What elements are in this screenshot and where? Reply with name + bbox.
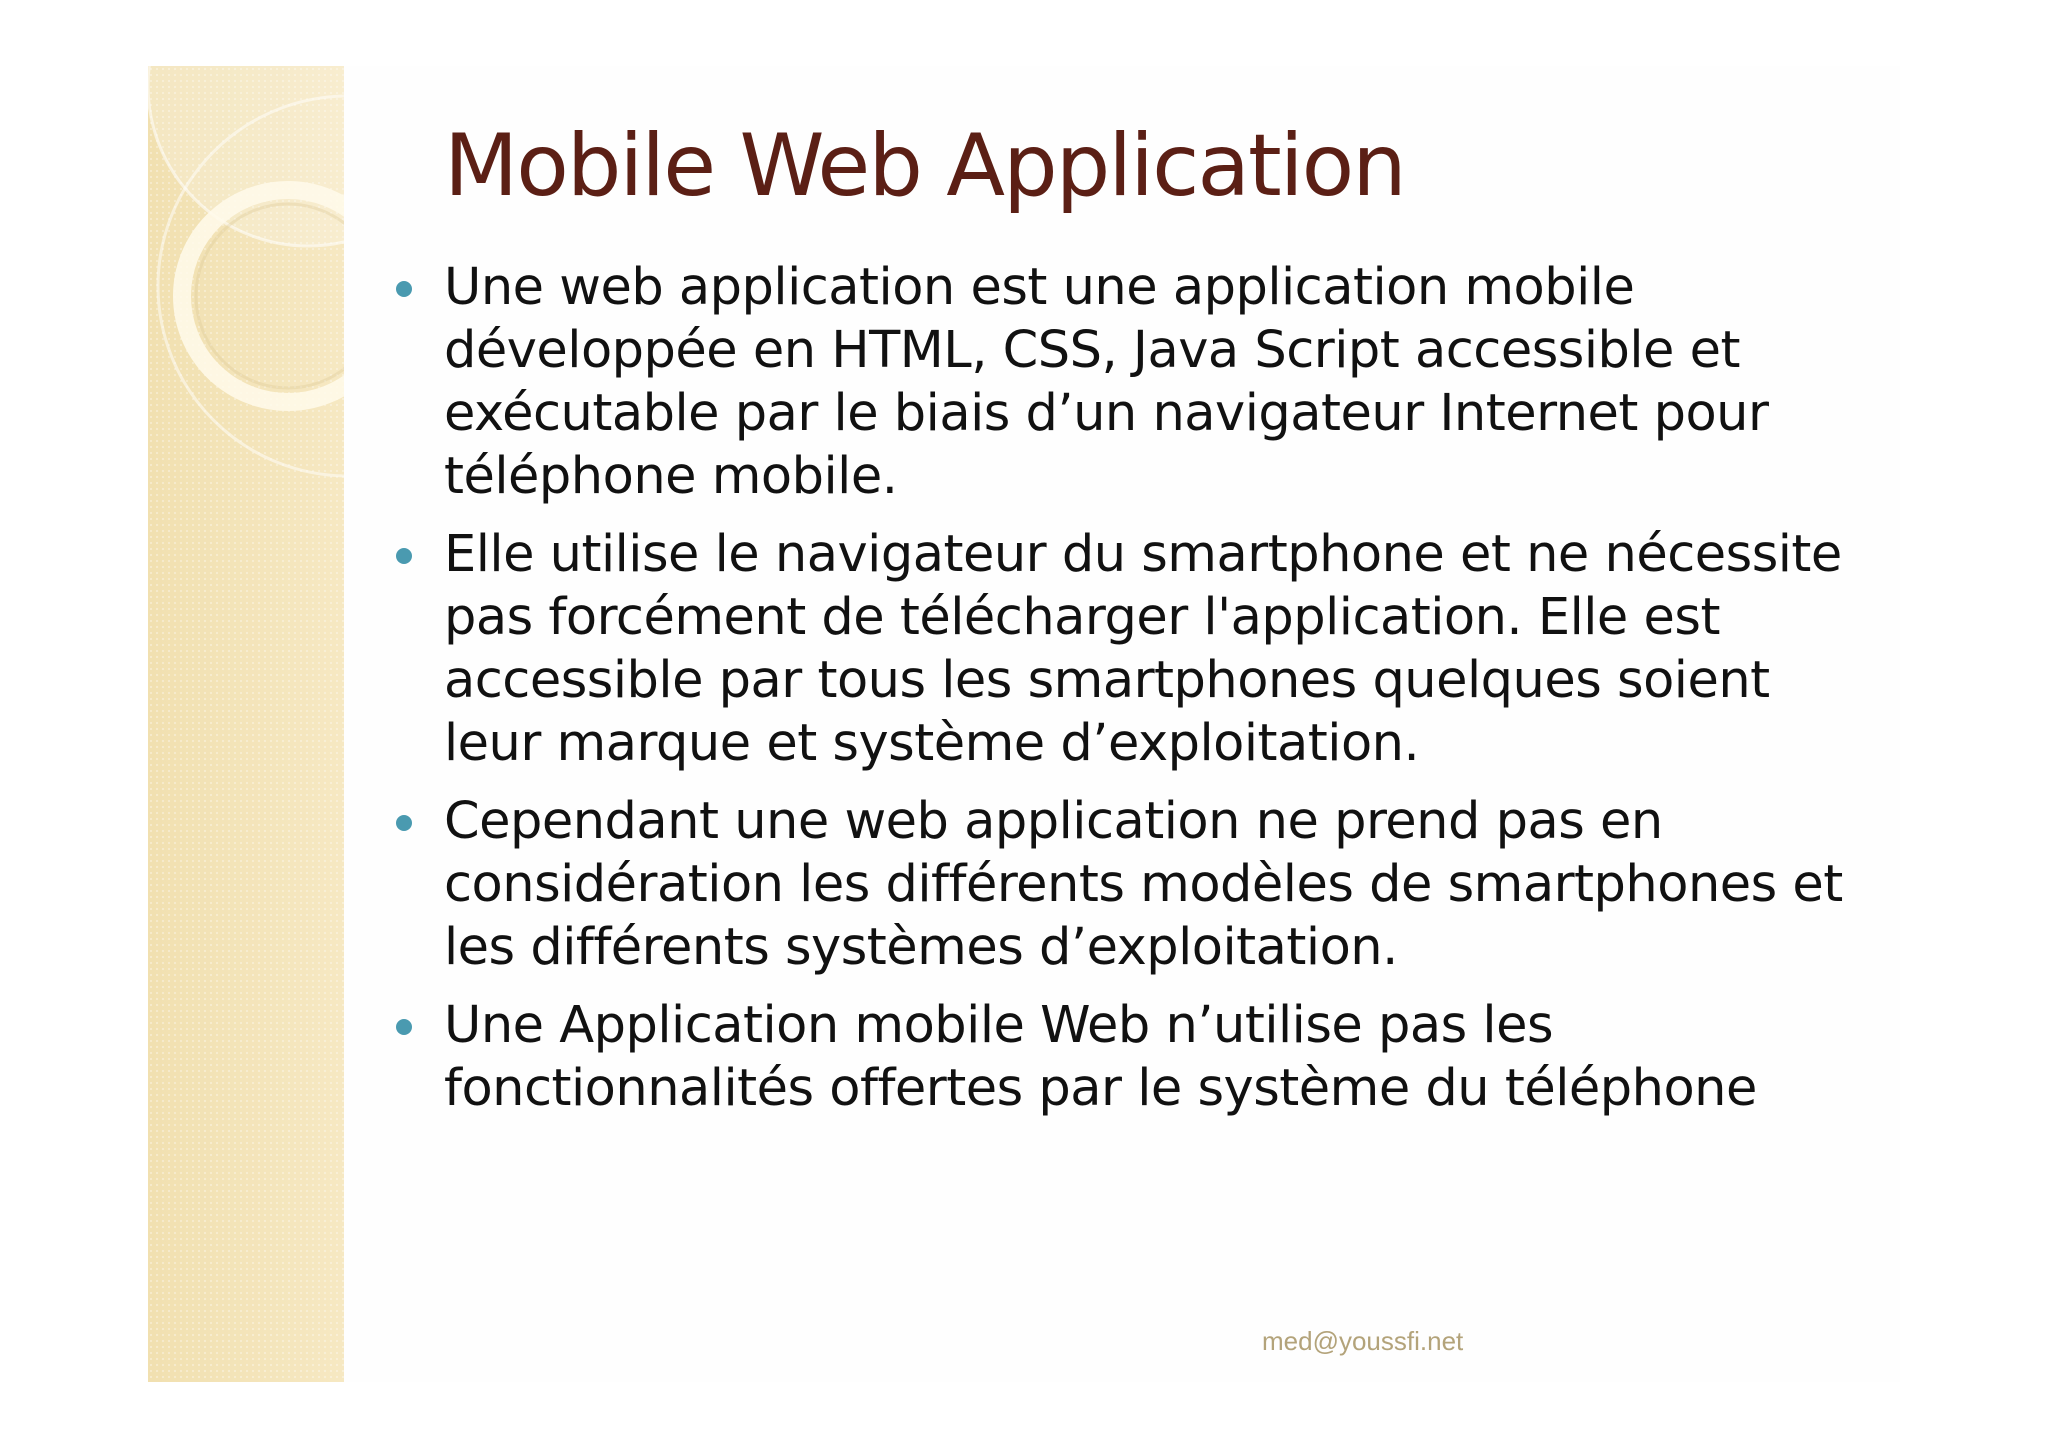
bullet-item (394, 790, 1854, 979)
footer-email: med@youssfi.net (1262, 1326, 1464, 1356)
bullet-icon (396, 1019, 412, 1035)
bullet-icon (396, 281, 412, 297)
bullet-item (394, 256, 1854, 508)
bullet-text: Elle utilise le navigateur du smartphone et ne nécessite pas forcément de télécharger l'application. Elle est accessible par tous les smartphones quelques soient leur marque et système d’exploitation. (444, 525, 1842, 773)
bullet-text: Cependant une web application ne prend pas en considération les différents modèles de smartphones et les différents systèmes d’exploitation. (444, 792, 1843, 977)
decorative-sidebar (148, 66, 344, 1382)
slide (148, 66, 1900, 1382)
bullet-item (394, 994, 1854, 1120)
bullet-list (394, 256, 1854, 1135)
bullet-text: Une Application mobile Web n’utilise pas les fonctionnalités offertes par le système du téléphone (444, 996, 1757, 1118)
bullet-icon (396, 815, 412, 831)
slide-title: Mobile Web Application (444, 116, 1405, 216)
bullet-icon (396, 548, 412, 564)
bullet-text: Une web application est une application mobile développée en HTML, CSS, Java Script accessible et exécutable par le biais d’un navigateur Internet pour téléphone mobile. (444, 258, 1769, 506)
bullet-item (394, 523, 1854, 775)
decorative-circles (148, 66, 344, 1382)
